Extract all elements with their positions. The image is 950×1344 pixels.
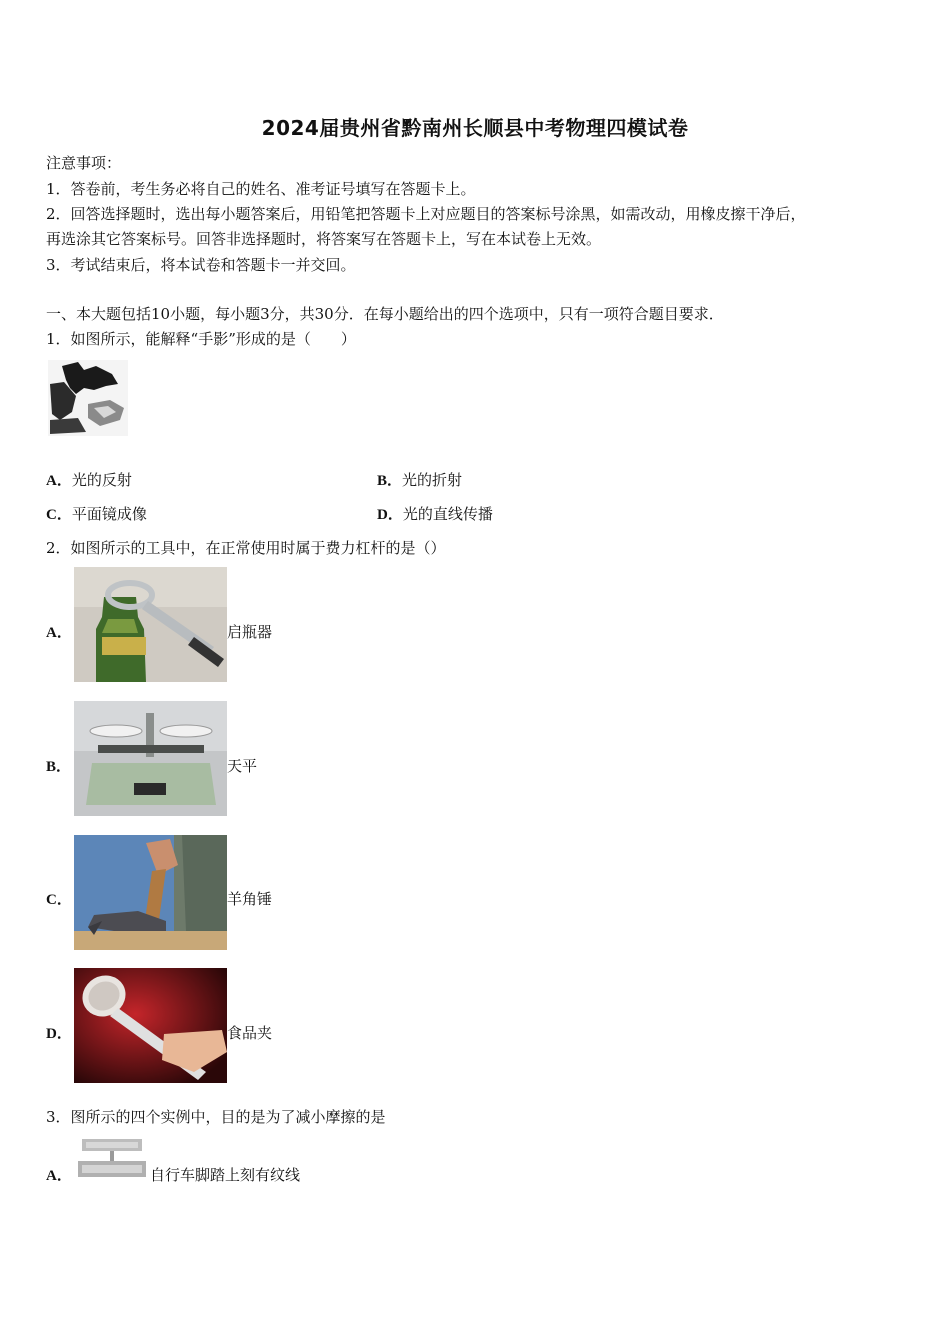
q2-option-d-label (46, 1022, 72, 1043)
option-label: A． (46, 473, 72, 489)
q2-option-d-text[interactable]: 食品夹 (227, 1024, 273, 1042)
option-label: A． (46, 625, 72, 641)
option-text: 光的反射 (71, 471, 132, 489)
option-label: B． (377, 473, 403, 489)
option-text: 光的直线传播 (402, 505, 493, 523)
q2-option-b-text[interactable]: 天平 (227, 757, 258, 775)
notice-item: 再选涂其它答案标号。回答非选择题时，将答案写在答题卡上，写在本试卷上无效。 (46, 230, 602, 248)
notice-item: 2．回答选择题时，选出每小题答案后，用铅笔把答题卡上对应题目的答案标号涂黑，如需改动，用橡皮擦干净后， (46, 205, 806, 223)
q3-option-a-label (46, 1164, 72, 1185)
bottle-opener-image (74, 567, 227, 682)
q2-option-c-label (46, 888, 72, 909)
section-heading: 一、本大题包括10小题，每小题3分，共30分．在每小题给出的四个选项中，只有一项符合题目要求． (46, 305, 724, 323)
balance-scale-image (74, 701, 227, 816)
notice-heading: 注意事项： (46, 154, 122, 172)
page-title: 2024届贵州省黔南州长顺县中考物理四模试卷 (261, 116, 689, 140)
option-text: 平面镜成像 (71, 505, 147, 523)
q1-option-c[interactable] (46, 503, 147, 524)
q3-option-a-text[interactable]: 自行车脚踏上刻有纹线 (150, 1166, 301, 1184)
claw-hammer-image (74, 835, 227, 950)
q1-option-a[interactable] (46, 469, 132, 490)
notice-item: 3．考试结束后，将本试卷和答题卡一并交回。 (46, 256, 356, 274)
hand-shadow-image (48, 360, 128, 436)
notice-item: 1．答卷前，考生务必将自己的姓名、准考证号填写在答题卡上。 (46, 180, 476, 198)
question-1-stem: 1．如图所示，能解释“手影”形成的是（ ） (46, 330, 356, 348)
q2-option-c-text[interactable]: 羊角锤 (227, 890, 273, 908)
q1-option-b[interactable] (377, 469, 462, 490)
bicycle-pedal-image (76, 1137, 148, 1183)
option-label: B． (46, 759, 72, 775)
option-label: A． (46, 1168, 72, 1184)
option-label: D． (46, 1026, 72, 1042)
question-2-stem: 2．如图所示的工具中，在正常使用时属于费力杠杆的是（） (46, 539, 446, 557)
option-label: C． (46, 892, 72, 908)
q1-option-d[interactable] (377, 503, 493, 524)
q2-option-a-label (46, 621, 72, 642)
q2-option-b-label (46, 755, 71, 776)
option-label: C． (46, 507, 72, 523)
option-text: 光的折射 (402, 471, 463, 489)
q2-option-a-text[interactable]: 启瓶器 (227, 623, 273, 641)
food-tongs-image (74, 968, 227, 1083)
option-label: D． (377, 507, 403, 523)
question-3-stem: 3．图所示的四个实例中，目的是为了减小摩擦的是 (46, 1108, 386, 1126)
